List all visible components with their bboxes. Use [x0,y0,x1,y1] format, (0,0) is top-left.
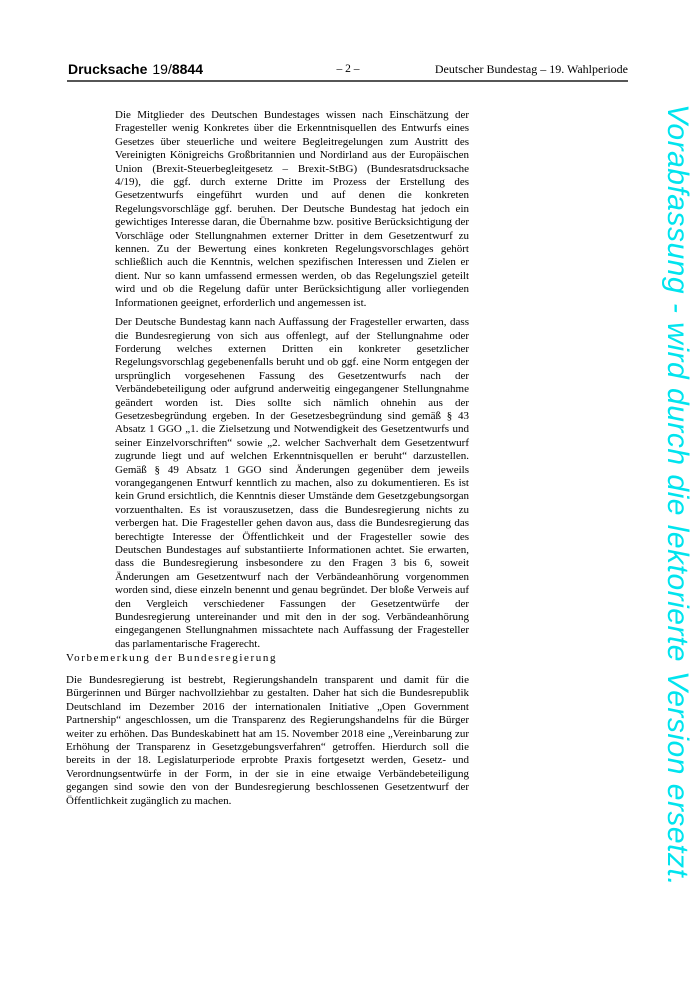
section-heading: Vorbemerkung der Bundesregierung [66,652,278,664]
doc-label: Drucksache [68,61,148,77]
header-right-text: Deutscher Bundestag – 19. Wahlperiode [434,62,628,76]
preliminary-remarks-questioners [115,109,469,651]
doc-number-value: 8844 [171,61,204,77]
header-divider [67,80,628,82]
advance-version-watermark: Vorabfassung - wird durch die lektorierte Version ersetzt. [661,104,694,887]
doc-number-prefix: 19/ [152,61,172,77]
page-number: – 2 – [336,63,360,75]
page-header [68,61,628,78]
preliminary-remarks-government [66,652,469,808]
paragraph-2: Der Deutsche Bundestag kann nach Auffassung der Fragesteller erwarten, dass die Bundesregierung von sich aus offenlegt, auf der Stellungnahme oder Forderung welches externen Dritten ein konkreter gesetzlicher Regelungsvorschlag gegebenenfalls beruht und ob ggf. eine Norm entgegen der ursprünglich vorgesehenen Fassung des Gesetzentwurfs nach der Verbändebeteiligung oder aufgrund anderweitig eingegangener Stellungnahme geändert worden ist. Dies sollte sich nämlich ohnehin aus der Gesetzesbegründung ergeben. In der Gesetzesbegründung sind gemäß § 43 Absatz 1 GGO „1. die Zielsetzung und Notwendigkeit des Gesetzentwurfs und seiner Einzelvorschriften“ sowie „2. welcher Sachverhalt dem Gesetzentwurf zugrunde liegt und auf welchen Erkenntnisquellen er beruht“ darzustellen. Gemäß § 49 Absatz 1 GGO sind Änderungen gegenüber dem jeweils vorangegangenen Entwurf kenntlich zu machen, also zu dokumentieren. Es ist kein Grund ersichtlich, die Kenntnis dieser Umstände dem Gesetzgebungsorgan vorzuenthalten. Es ist vorauszusetzen, dass die Bundesregierung nichts zu verbergen hat. Die Fragesteller gehen davon aus, dass die Bundesregierung das berechtigte Interesse der Öffentlichkeit und der Fragesteller sowie des Deutschen Bundestages auf substantiierte Informationen achtet. Sie erwarten, dass die Bundesregierung insbesondere zu den Fragen 3 bis 6, soweit Änderungen am Gesetzentwurf nach der Verbändeanhörung vorgenommen worden sind, diese einzeln benennt und genau begründet. Der bloße Verweis auf den Vergleich verschiedener Fassungen der Gesetzentwürfe der Bundesregierung untereinander und mit den in der sog. Verbändeanhörung eingegangenen Stellungnahmen missachtete nach Auffassung der Fragesteller das parlamentarische Fragerecht. [115,316,469,650]
paragraph-3: Die Bundesregierung ist bestrebt, Regierungshandeln transparent und damit für die Bürgerinnen und Bürger nachvollziehbar zu gestalten. Daher hat sich die Bundesrepublik Deutschland im Dezember 2016 der internationalen Initiative „Open Government Partnership“ angeschlossen, um die Transparenz des Regierungshandelns für die Bürger weiter zu erhöhen. Das Bundeskabinett hat am 15. November 2018 eine „Vereinbarung zur Erhöhung der Transparenz in Gesetzgebungsverfahren“ getroffen. Hierdurch soll die bereits in der 18. Legislaturperiode erprobte Praxis fortgesetzt werden, Gesetz- und Verordnungsentwürfe in der Form, in der sie in eine etwaige Verbändebeteiligung gegangen sind sowie den von der Bundesregierung beschlossenen Gesetzentwurf der Öffentlichkeit zugänglich zu machen. [66,674,469,807]
paragraph-1: Die Mitglieder des Deutschen Bundestages wissen nach Einschätzung der Fragesteller wenig Konkretes über die Erkenntnisquellen des Entwurfs eines Gesetzes über steuerliche und weitere Begleitregelungen zum Austritt des Vereinigten Königreichs Großbritannien und Nordirland aus der Europäischen Union (Brexit-Steuerbegleitgesetz – Brexit-StBG) (Bundesratsdrucksache 4/19), die ggf. durch externe Dritte im Prozess der Erstellung des Gesetzentwurfs eingeführt wurden und auf denen die konkreten Regelungsvorschläge ggf. beruhen. Der Deutsche Bundestag hat jedoch ein gewichtiges Interesse daran, die Übernahme bzw. positive Berücksichtigung der Vorschläge oder Stellungnahmen externer Dritter in dem Gesetzentwurf zu kennen. Zu der Bewertung eines konkreten Regelungsvorschlages gehört schließlich auch die Kenntnis, welchen spezifischen Interessen und Zielen er dient. Nur so kann umfassend ermessen werden, ob das Regelungsziel geteilt wird und ob die Regelung dafür unter Berücksichtigung aller vorliegenden Informationen geeignet, erforderlich und angemessen ist. [115,109,469,309]
